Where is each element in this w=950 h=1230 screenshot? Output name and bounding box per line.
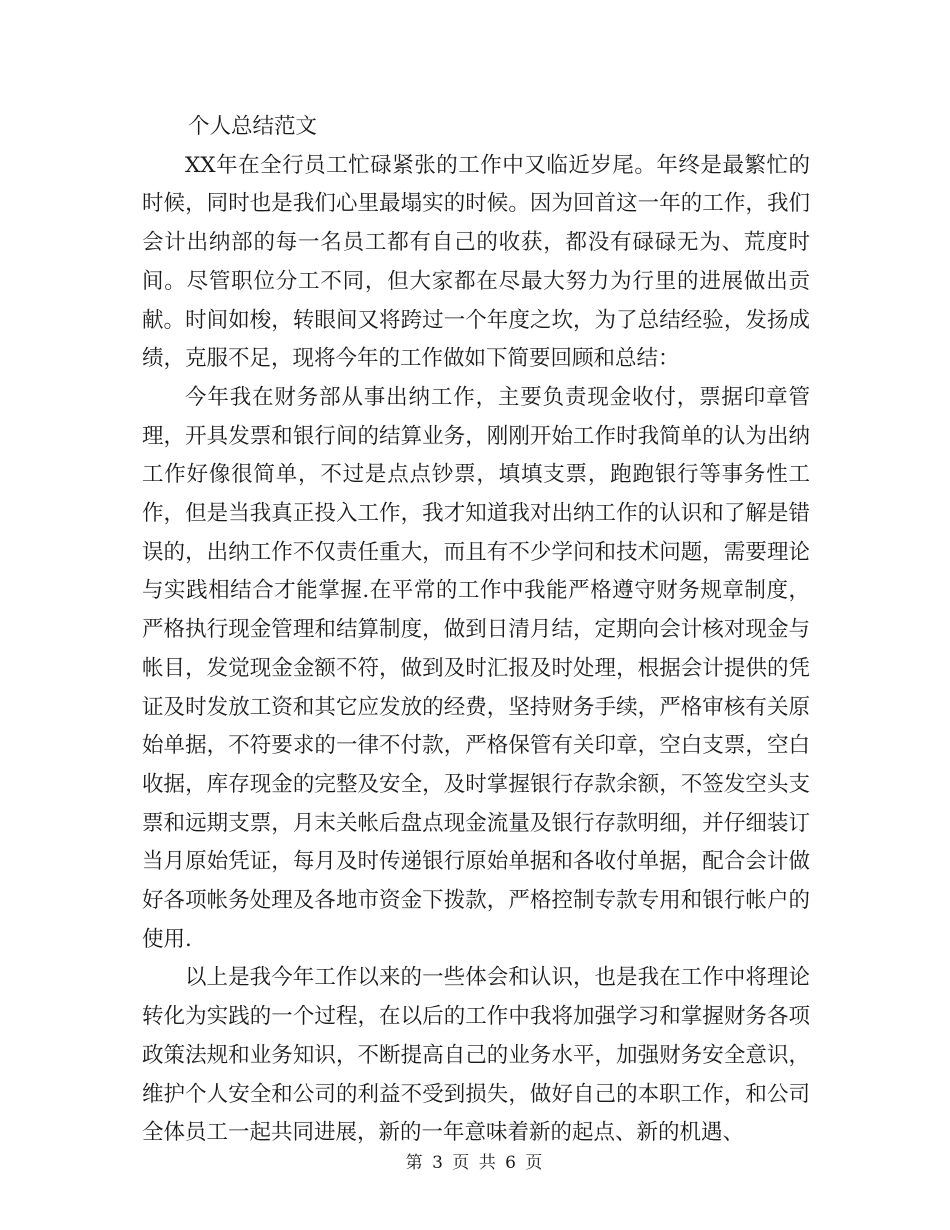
paragraph-intro: XX年在全行员工忙碌紧张的工作中又临近岁尾。年终是最繁忙的时候，同时也是我们心里最塌实的时候。因为回首这一年的工作，我们会计出纳部的每一名员工都有自己的收获，都没有碌碌无为、荒度时间。尽管职位分工不同，但大家都在尽最大努力为行里的进展做出贡献。时间如梭，转眼间又将跨过一个年度之坎，为了总结经验，发扬成绩，克服不足，现将今年的工作做如下简要回顾和总结： [142, 152, 810, 372]
document-title: 个人总结范文 [188, 114, 318, 139]
paragraph-work-details: 今年我在财务部从事出纳工作，主要负责现金收付，票据印章管理，开具发票和银行间的结算业务，刚刚开始工作时我简单的认为出纳工作好像很简单，不过是点点钞票，填填支票，跑跑银行等事务性工作，但是当我真正投入工作，我才知道我对出纳工作的认识和了解是错误的，出纳工作不仅责任重大，而且有不少学问和技术问题，需要理论与实践相结合才能掌握.在平常的工作中我能严格遵守财务规章制度，严格执行现金管理和结算制度，做到日清月结，定期向会计核对现金与帐目，发觉现金金额不符，做到及时汇报及时处理，根据会计提供的凭证及时发放工资和其它应发放的经费，坚持财务手续，严格审核有关原始单据，不符要求的一律不付款，严格保管有关印章，空白支票，空白收据，库存现金的完整及安全，及时掌握银行存款余额，不签发空头支票和远期支票，月末关帐后盘点现金流量及银行存款明细，并仔细装订当月原始凭证，每月及时传递银行原始单据和各收付单据，配合会计做好各项帐务处理及各地市资金下拨款，严格控制专款专用和银行帐户的使用. [142, 384, 810, 952]
page-number-footer: 第 3 页 共 6 页 [405, 1153, 545, 1173]
paragraph-conclusion: 以上是我今年工作以来的一些体会和认识，也是我在工作中将理论转化为实践的一个过程，在以后的工作中我将加强学习和掌握财务各项政策法规和业务知识，不断提高自己的业务水平，加强财务安全意识，维护个人安全和公司的利益不受到损失，做好自己的本职工作，和公司全体员工一起共同进展，新的一年意味着新的起点、新的机遇、 [142, 965, 810, 1146]
document-body [142, 108, 810, 1153]
